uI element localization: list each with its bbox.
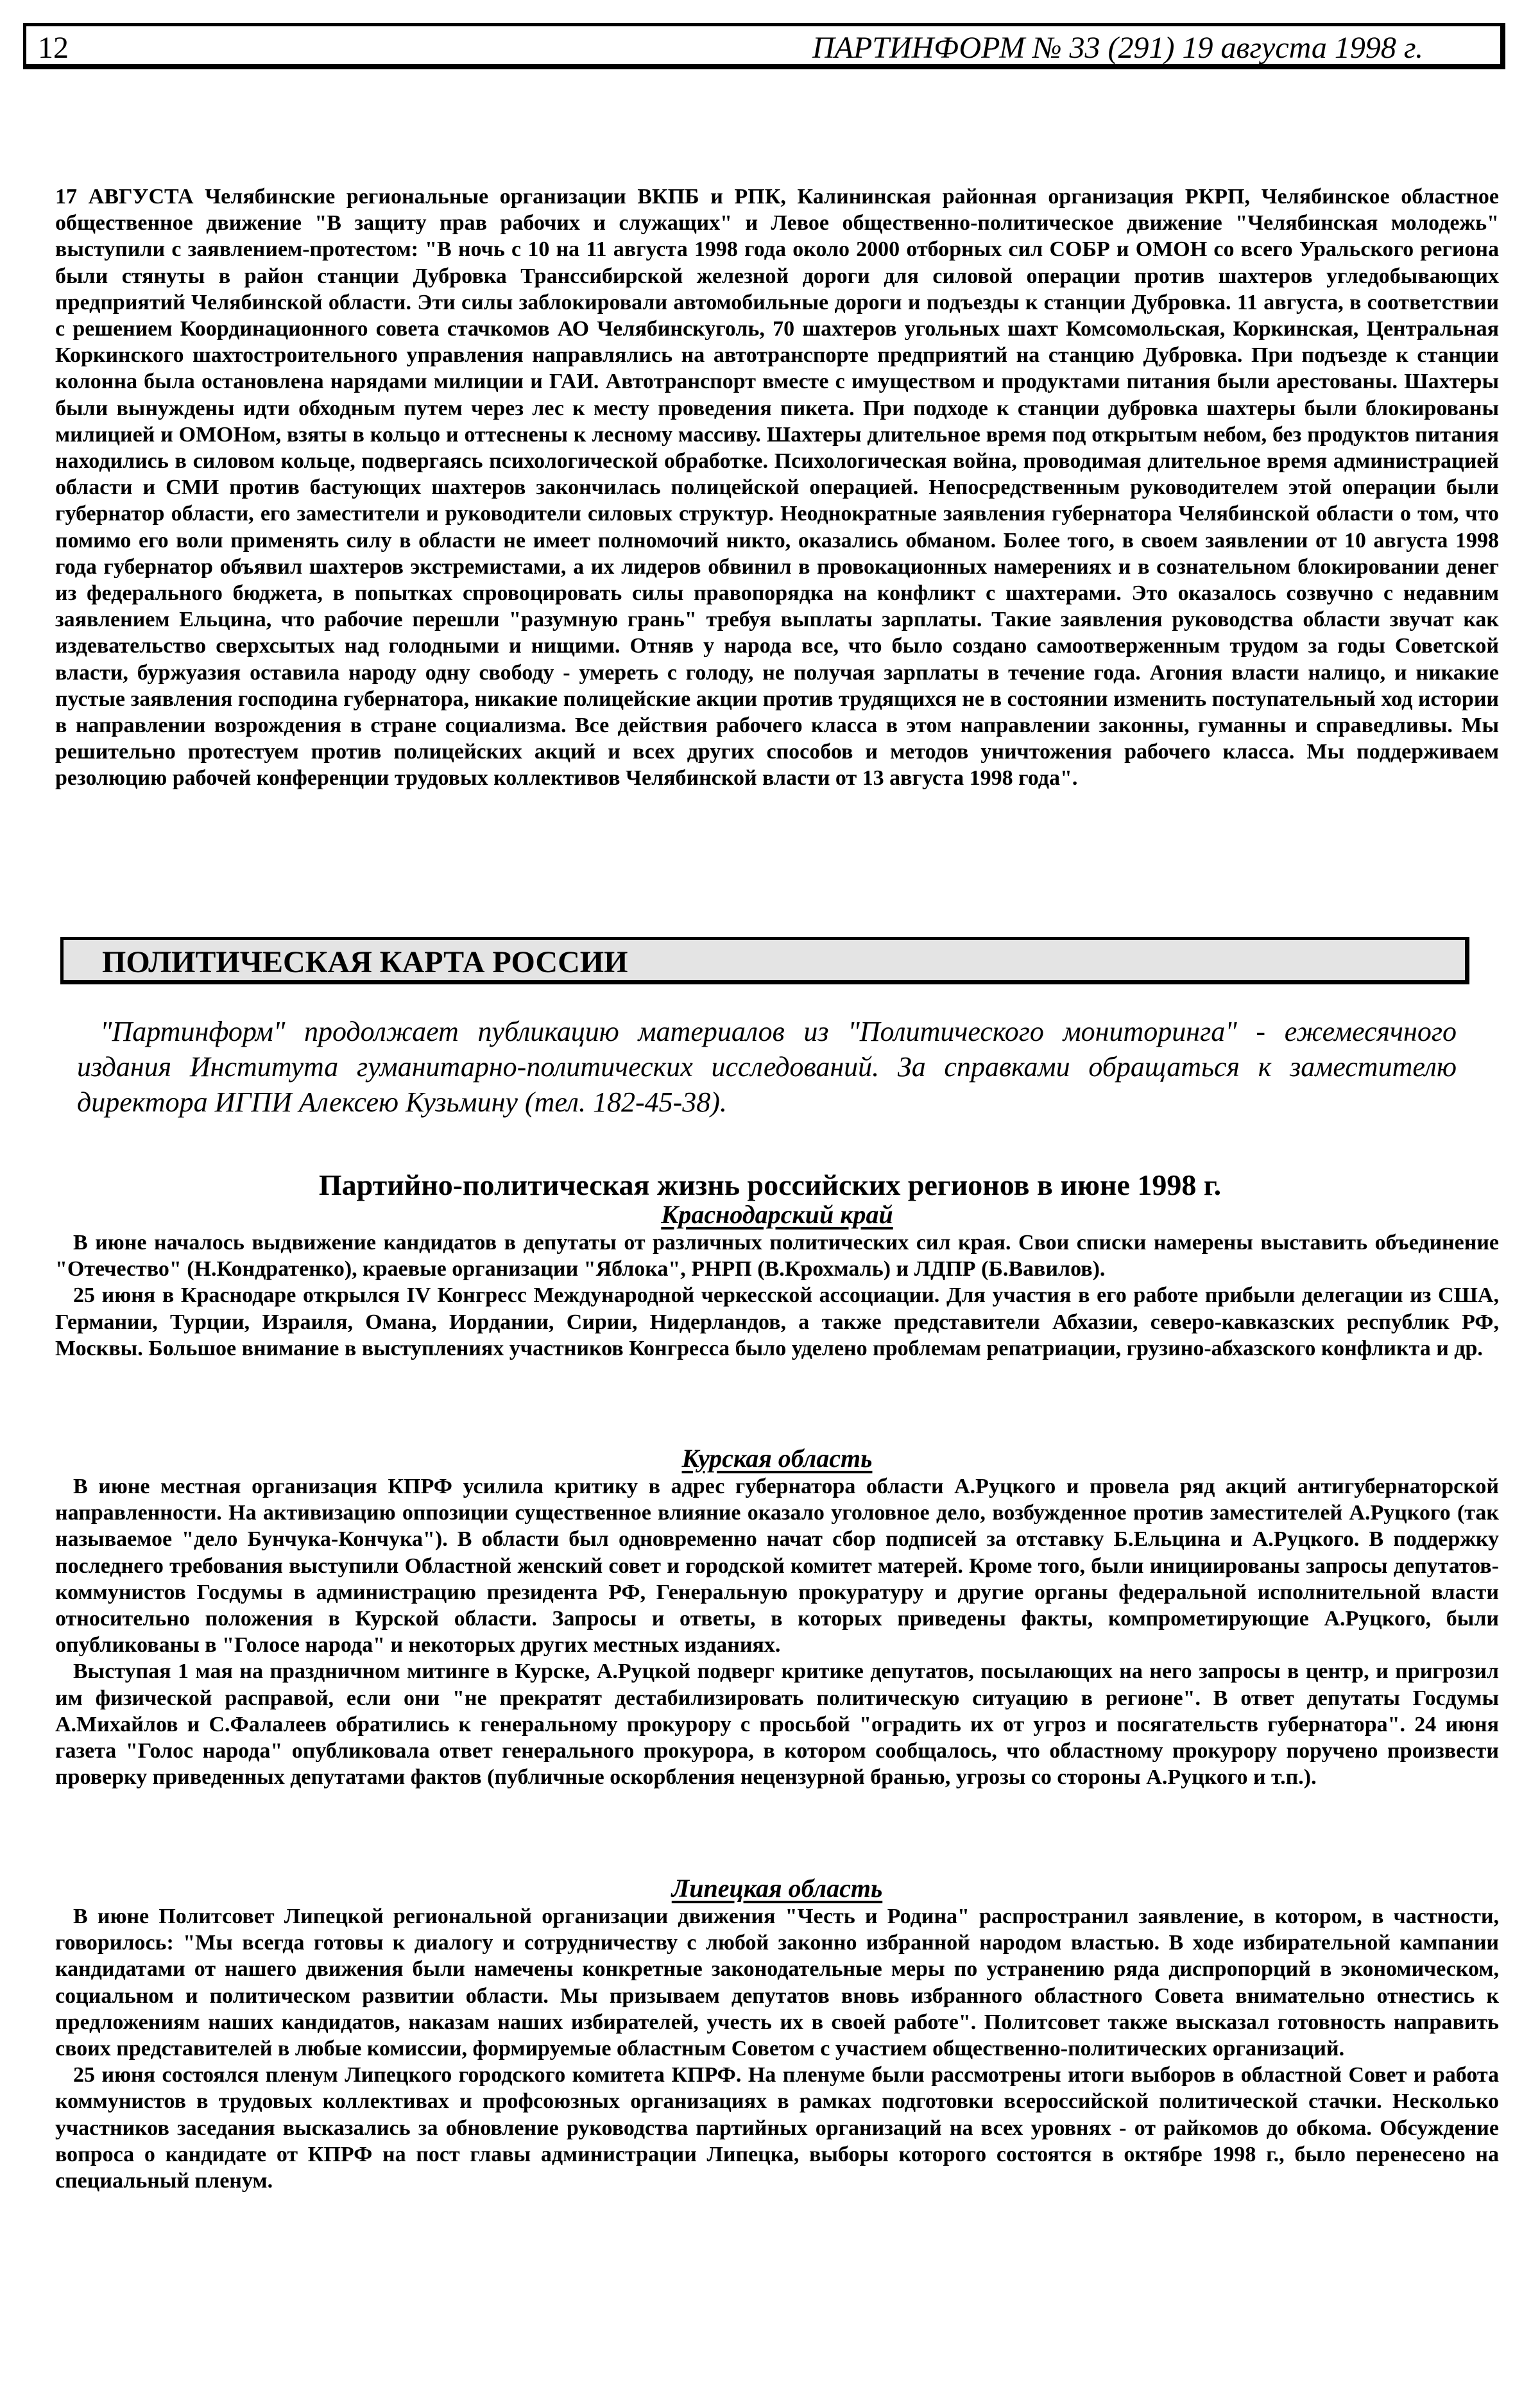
article-title: Партийно-политическая жизнь российских регионов в июне 1998 г. [318, 1169, 1222, 1201]
publication-title: ПАРТИНФОРМ № 33 (291) 19 августа 1998 г. [812, 31, 1423, 65]
lead-article [55, 184, 1499, 792]
region-krasnodar [55, 1200, 1499, 1362]
region-title-text: Курская область [681, 1444, 873, 1473]
paragraph: В июне Политсовет Липецкой региональной организации движения "Честь и Родина" распространил заявление, в котором, в частности, говорилось: "Мы всегда готовы к диалогу и сотрудничеству с любой законно избранной народом властью. В ходе избирательной кампании кандидатами от нашего движения были намечены конкретные законодательные меры по устранению ряда диспропорций в экономическом, социальном и политическом развитии области. Мы призываем депутатов вновь избранного областного Совета внимательно отнестись к предложениям наших кандидатов, наказам наших избирателей, учесть их в своей работе". Политсовет также высказал готовность направить своих представителей в любые комиссии, формируемые областным Советом с участием общественно-политических организаций. [55, 1905, 1499, 2061]
paragraph: 25 июня в Краснодаре открылся IV Конгресс Международной черкесской ассоциации. Для участия в его работе прибыли делегации из США, Германии, Турции, Израиля, Омана, Иордании, Сирии, Нидерландов, а также представители Абхазии, северо-кавказских республик РФ, Москвы. Большое внимание в выступлениях участников Конгресса было уделено проблемам репатриации, грузино-абхазского конфликта и др. [55, 1283, 1499, 1360]
page-number: 12 [38, 31, 69, 65]
page-header [23, 23, 1505, 69]
section-banner-title: ПОЛИТИЧЕСКАЯ КАРТА РОССИИ [102, 945, 628, 979]
region-title [55, 1200, 1499, 1230]
paragraph: 25 июня состоялся пленум Липецкого городского комитета КПРФ. На пленуме были рассмотрены итоги выборов в областной Совет и работа коммунистов в трудовых коллективах и профсоюзных организациях в рамках подготовки всероссийской политической стачки. Несколько участников заседания высказались за обновление руководства партийных организаций на всех уровнях - от райкомов до обкома. Обсуждение вопроса о кандидате от КПРФ на пост главы администрации Липецка, выборы которого состоятся в октябре 1998 г., было перенесено на специальный пленум. [55, 2063, 1499, 2193]
section-banner [60, 937, 1469, 984]
region-body [55, 1230, 1499, 1362]
paragraph: В июне местная организация КПРФ усилила критику в адрес губернатора области А.Руцкого и провела ряд акций антигубернаторской направленности. На активизацию оппозиции существенное влияние оказало уголовное дело, возбужденное против заместителей А.Руцкого (так называемое "дело Бунчука-Кончука"). В области был одновременно начат сбор подписей за отставку Б.Ельцина и А.Руцкого. В поддержку последнего требования выступили Областной женский совет и городской комитет матерей. Кроме того, были инициированы запросы депутатов-коммунистов Госдумы в администрацию президента РФ, Генеральную прокуратуру и другие органы федеральной исполнительной власти относительно положения в Курской области. Запросы и ответы, в которых приведены факты, компрометирующие А.Руцкого, были опубликованы в "Голосе народа" и некоторых других местных изданиях. [55, 1475, 1499, 1658]
region-title [55, 1874, 1499, 1903]
paragraph: В июне началось выдвижение кандидатов в депутаты от различных политических сил края. Свои списки намерены выставить объединение "Отечество" (Н.Кондратенко), краевые организации "Яблока", РНРП (В.Крохмаль) и ЛДПР (Б.Вавилов). [55, 1231, 1499, 1281]
region-body [55, 1903, 1499, 2194]
region-body [55, 1473, 1499, 1790]
region-title [55, 1444, 1499, 1473]
section-intro [77, 1014, 1457, 1120]
region-title-text: Краснодарский край [661, 1200, 893, 1229]
paragraph: Выступая 1 мая на праздничном митинге в Курске, А.Руцкой подверг критике депутатов, посылающих на него запросы в центр, и пригрозил им физической расправой, если они "не прекратят дестабилизировать политическую ситуацию в регионе". В ответ депутаты Госдумы А.Михайлов и С.Фалалеев обратились к генеральному прокурору с просьбой "оградить их от угроз и посягательств губернатора". 24 июня газета "Голос народа" опубликовала ответ генерального прокурора, в котором сообщалось, что областному прокурору поручено произвести проверку приведенных депутатами фактов (публичные оскорбления нецензурной бранью, угрозы со стороны А.Руцкого и т.п.). [55, 1659, 1499, 1790]
region-title-text: Липецкая область [671, 1874, 883, 1903]
region-lipetsk [55, 1874, 1499, 2194]
region-kursk [55, 1444, 1499, 1790]
lead-article-text: 17 АВГУСТА Челябинские региональные организации ВКПБ и РПК, Калининская районная организация РКРП, Челябинское областное общественное движение "В защиту прав рабочих и служащих" и Левое общественно-политическое движение "Челябинская молодежь" выступили с заявлением-протестом: "В ночь с 10 на 11 августа 1998 года около 2000 отборных сил СОБР и ОМОН со всего Уральского региона были стянуты в район станции Дубровка Транссибирской железной дороги для силовой операции против шахтеров угледобывающих предприятий Челябинской области. Эти силы заблокировали автомобильные дороги и подъезды к станции Дубровка. 11 августа, в соответствии с решением Координационного совета стачкомов АО Челябинскуголь, 70 шахтеров угольных шахт Комсомольская, Коркинская, Центральная Коркинского шахтостроительного управления направлялись на автотранспорте предприятий на станцию Дубровка. При подъезде к станции колонна была остановлена нарядами милиции и ГАИ. Автотранспорт вместе с имуществом и продуктами питания были арестованы. Шахтеры были вынуждены идти обходным путем через лес к месту проведения пикета. При подходе к станции дубровка шахтеры были блокированы милицией и ОМОНом, взяты в кольцо и оттеснены к лесному массиву. Шахтеры длительное время под открытым небом, без продуктов питания находились в силовом кольце, подвергаясь психологической обработке. Психологическая война, проводимая длительное время администрацией области и СМИ против бастующих шахтеров закончилась полицейской операцией. Непосредственным руководителем этой операции были губернатор области, его заместители и руководители силовых структур. Неоднократные заявления губернатора Челябинской области о том, что помимо его воли применять силу в области не имеет полномочий никто, оказались обманом. Более того, в своем заявлении от 10 августа 1998 года губернатор объявил шахтеров экстремистами, а их лидеров обвинил в провокационных намерениях и в сознательном блокировании денег из федерального бюджета, в попытках спровоцировать силы правопорядка на конфликт с шахтерами. Это оказалось созвучно с недавним заявлением Ельцина, что рабочие перешли "разумную грань" требуя выплаты зарплаты. Такие заявления руководства области звучат как издевательство сверхсытых над голодными и нищими. Отняв у народа все, что было создано самоотверженным трудом за годы Советской власти, буржуазия оставила народу одну свободу - умереть с голоду, не получая зарплаты в течение года. Агония власти налицо, и никакие пустые заявления господина губернатора, никакие полицейские акции против трудящихся не в состоянии изменить поступательный ход истории в направлении возрождения в стране социализма. Все действия рабочего класса в этом направлении законны, гуманны и справедливы. Мы решительно протестуем против полицейских акций и всех других способов и методов уничтожения рабочего класса. Мы поддерживаем резолюцию рабочей конференции трудовых коллективов Челябинской власти от 13 августа 1998 года". [55, 185, 1499, 791]
section-intro-text: "Партинформ" продолжает публикацию материалов из "Политического мониторинга" - ежемесячного издания Института гуманитарно-политических исследований. За справками обращаться к заместителю директора ИГПИ Алексею Кузьмину (тел. 182-45-38). [77, 1016, 1457, 1118]
